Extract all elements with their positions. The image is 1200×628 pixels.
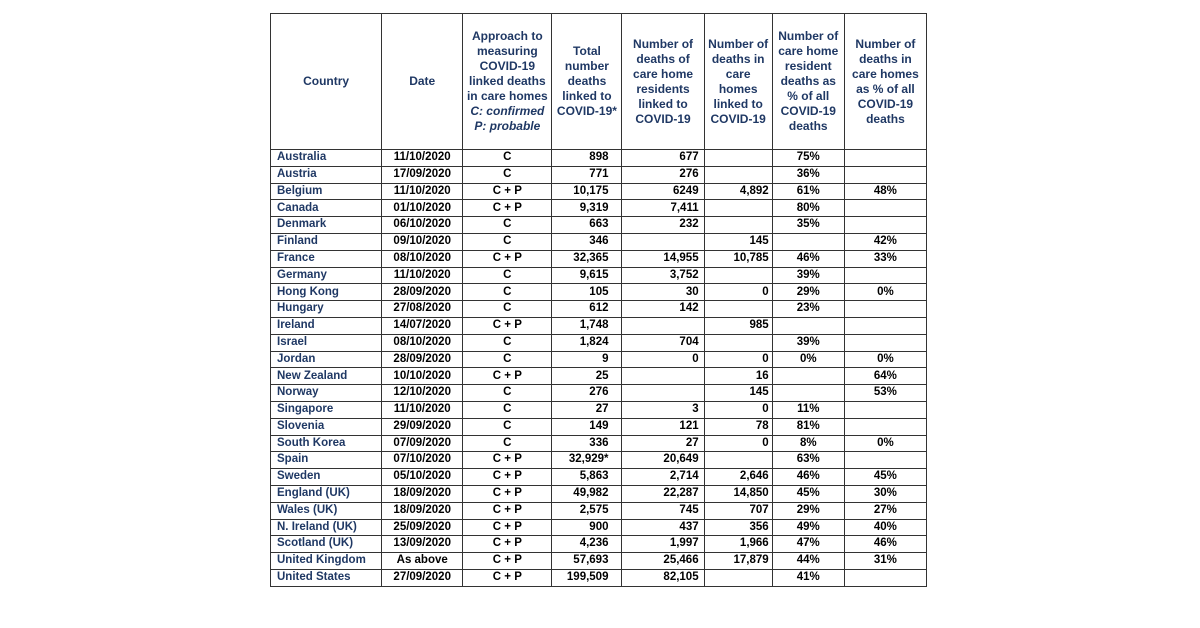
- cell-approach: C + P: [463, 519, 552, 536]
- table-row: [271, 166, 927, 183]
- cell-resident-deaths: 1,997: [622, 536, 704, 553]
- cell-care-home-deaths: [704, 200, 772, 217]
- cell-country: Canada: [271, 200, 382, 217]
- cell-date: 05/10/2020: [382, 469, 463, 486]
- cell-date: 01/10/2020: [382, 200, 463, 217]
- cell-total-deaths: 149: [552, 418, 622, 435]
- cell-approach: C: [463, 301, 552, 318]
- cell-resident-deaths: 6249: [622, 183, 704, 200]
- table-row: [271, 150, 927, 167]
- cell-country: England (UK): [271, 485, 382, 502]
- cell-country: Germany: [271, 267, 382, 284]
- cell-approach: C + P: [463, 536, 552, 553]
- table-row: [271, 485, 927, 502]
- cell-date: 13/09/2020: [382, 536, 463, 553]
- cell-date: 09/10/2020: [382, 233, 463, 250]
- cell-date: 18/09/2020: [382, 485, 463, 502]
- cell-care-home-deaths: [704, 334, 772, 351]
- cell-care-home-deaths: 145: [704, 233, 772, 250]
- table-body: [271, 150, 927, 587]
- cell-approach: C: [463, 385, 552, 402]
- cell-approach: C: [463, 351, 552, 368]
- cell-total-deaths: 27: [552, 401, 622, 418]
- cell-resident-deaths: [622, 385, 704, 402]
- cell-care-home-pct: [844, 267, 926, 284]
- cell-resident-pct: 46%: [772, 469, 844, 486]
- cell-care-home-pct: 45%: [844, 469, 926, 486]
- cell-care-home-deaths: 4,892: [704, 183, 772, 200]
- cell-resident-deaths: 22,287: [622, 485, 704, 502]
- cell-care-home-pct: 0%: [844, 351, 926, 368]
- cell-country: N. Ireland (UK): [271, 519, 382, 536]
- cell-country: United Kingdom: [271, 553, 382, 570]
- table-row: [271, 250, 927, 267]
- cell-resident-deaths: 25,466: [622, 553, 704, 570]
- col-header-total-deaths: Total number deaths linked to COVID-19*: [552, 14, 622, 150]
- cell-care-home-deaths: [704, 452, 772, 469]
- cell-resident-deaths: [622, 233, 704, 250]
- cell-total-deaths: 346: [552, 233, 622, 250]
- cell-care-home-deaths: 0: [704, 284, 772, 301]
- cell-approach: C: [463, 334, 552, 351]
- col-header-approach: [463, 14, 552, 150]
- cell-date: 18/09/2020: [382, 502, 463, 519]
- cell-total-deaths: 1,824: [552, 334, 622, 351]
- cell-country: Wales (UK): [271, 502, 382, 519]
- cell-date: 11/10/2020: [382, 267, 463, 284]
- cell-date: 11/10/2020: [382, 183, 463, 200]
- cell-resident-pct: [772, 385, 844, 402]
- cell-resident-pct: 47%: [772, 536, 844, 553]
- table-row: [271, 469, 927, 486]
- cell-total-deaths: 336: [552, 435, 622, 452]
- cell-resident-pct: 61%: [772, 183, 844, 200]
- cell-resident-pct: 23%: [772, 301, 844, 318]
- cell-resident-pct: 41%: [772, 569, 844, 586]
- cell-care-home-pct: [844, 166, 926, 183]
- cell-resident-deaths: 704: [622, 334, 704, 351]
- col-header-approach-label: Approach to measuring COVID-19 linked deaths in care homes: [466, 29, 548, 103]
- cell-total-deaths: 25: [552, 368, 622, 385]
- cell-care-home-pct: 40%: [844, 519, 926, 536]
- cell-total-deaths: 199,509: [552, 569, 622, 586]
- table-row: [271, 385, 927, 402]
- cell-care-home-pct: [844, 569, 926, 586]
- cell-care-home-deaths: 10,785: [704, 250, 772, 267]
- cell-resident-pct: 8%: [772, 435, 844, 452]
- cell-resident-deaths: 7,411: [622, 200, 704, 217]
- table-row: [271, 452, 927, 469]
- cell-care-home-deaths: 1,966: [704, 536, 772, 553]
- table-row: [271, 233, 927, 250]
- table-row: [271, 217, 927, 234]
- cell-care-home-pct: 0%: [844, 435, 926, 452]
- table-row: [271, 351, 927, 368]
- cell-care-home-deaths: [704, 150, 772, 167]
- cell-approach: C + P: [463, 485, 552, 502]
- cell-country: Austria: [271, 166, 382, 183]
- cell-total-deaths: 771: [552, 166, 622, 183]
- cell-date: 27/09/2020: [382, 569, 463, 586]
- cell-care-home-deaths: [704, 166, 772, 183]
- cell-resident-deaths: 0: [622, 351, 704, 368]
- cell-country: Finland: [271, 233, 382, 250]
- cell-country: Hungary: [271, 301, 382, 318]
- cell-date: 07/09/2020: [382, 435, 463, 452]
- cell-total-deaths: 4,236: [552, 536, 622, 553]
- col-header-country: Country: [271, 14, 382, 150]
- cell-care-home-pct: 30%: [844, 485, 926, 502]
- cell-country: New Zealand: [271, 368, 382, 385]
- table-row: [271, 301, 927, 318]
- cell-total-deaths: 57,693: [552, 553, 622, 570]
- cell-date: As above: [382, 553, 463, 570]
- cell-country: United States: [271, 569, 382, 586]
- cell-resident-deaths: 14,955: [622, 250, 704, 267]
- cell-approach: C + P: [463, 368, 552, 385]
- col-header-care-home-deaths: Number of deaths in care homes linked to COVID-19: [704, 14, 772, 150]
- col-header-date: Date: [382, 14, 463, 150]
- cell-approach: C: [463, 217, 552, 234]
- cell-resident-pct: 35%: [772, 217, 844, 234]
- cell-date: 07/10/2020: [382, 452, 463, 469]
- cell-care-home-pct: [844, 150, 926, 167]
- table-row: [271, 536, 927, 553]
- cell-total-deaths: 49,982: [552, 485, 622, 502]
- cell-resident-deaths: 121: [622, 418, 704, 435]
- cell-resident-pct: 75%: [772, 150, 844, 167]
- cell-resident-pct: 29%: [772, 502, 844, 519]
- cell-care-home-pct: 64%: [844, 368, 926, 385]
- cell-resident-deaths: 27: [622, 435, 704, 452]
- cell-date: 10/10/2020: [382, 368, 463, 385]
- cell-approach: C: [463, 401, 552, 418]
- cell-date: 17/09/2020: [382, 166, 463, 183]
- cell-total-deaths: 9,319: [552, 200, 622, 217]
- cell-approach: C + P: [463, 469, 552, 486]
- cell-total-deaths: 900: [552, 519, 622, 536]
- cell-resident-pct: [772, 317, 844, 334]
- cell-resident-deaths: 3: [622, 401, 704, 418]
- table-row: [271, 502, 927, 519]
- cell-care-home-pct: [844, 401, 926, 418]
- cell-total-deaths: 10,175: [552, 183, 622, 200]
- cell-date: 08/10/2020: [382, 250, 463, 267]
- cell-care-home-pct: 48%: [844, 183, 926, 200]
- cell-approach: C: [463, 166, 552, 183]
- cell-approach: C + P: [463, 200, 552, 217]
- cell-approach: C: [463, 233, 552, 250]
- cell-resident-deaths: 142: [622, 301, 704, 318]
- cell-country: Slovenia: [271, 418, 382, 435]
- cell-resident-pct: 80%: [772, 200, 844, 217]
- cell-date: 29/09/2020: [382, 418, 463, 435]
- cell-care-home-pct: [844, 200, 926, 217]
- cell-country: Belgium: [271, 183, 382, 200]
- cell-care-home-deaths: 2,646: [704, 469, 772, 486]
- table-row: [271, 267, 927, 284]
- cell-care-home-deaths: 145: [704, 385, 772, 402]
- table-row: [271, 418, 927, 435]
- cell-date: 11/10/2020: [382, 401, 463, 418]
- cell-approach: C: [463, 435, 552, 452]
- cell-care-home-deaths: [704, 569, 772, 586]
- table-row: [271, 553, 927, 570]
- cell-care-home-deaths: 356: [704, 519, 772, 536]
- table-row: [271, 317, 927, 334]
- cell-resident-pct: [772, 368, 844, 385]
- cell-country: Ireland: [271, 317, 382, 334]
- cell-resident-pct: 39%: [772, 267, 844, 284]
- cell-care-home-pct: [844, 317, 926, 334]
- cell-care-home-pct: 53%: [844, 385, 926, 402]
- col-header-approach-note-confirmed: C: confirmed: [470, 104, 545, 118]
- cell-resident-deaths: 30: [622, 284, 704, 301]
- table-row: [271, 183, 927, 200]
- cell-care-home-pct: 27%: [844, 502, 926, 519]
- cell-approach: C + P: [463, 569, 552, 586]
- cell-approach: C + P: [463, 452, 552, 469]
- cell-care-home-deaths: [704, 301, 772, 318]
- cell-resident-pct: 63%: [772, 452, 844, 469]
- cell-resident-pct: [772, 233, 844, 250]
- table-row: [271, 569, 927, 586]
- cell-country: Hong Kong: [271, 284, 382, 301]
- cell-care-home-pct: [844, 217, 926, 234]
- cell-date: 14/07/2020: [382, 317, 463, 334]
- cell-resident-pct: 29%: [772, 284, 844, 301]
- cell-resident-deaths: 276: [622, 166, 704, 183]
- cell-resident-pct: 44%: [772, 553, 844, 570]
- cell-resident-pct: 0%: [772, 351, 844, 368]
- cell-care-home-pct: 31%: [844, 553, 926, 570]
- table-row: [271, 519, 927, 536]
- cell-total-deaths: 32,929*: [552, 452, 622, 469]
- cell-country: Spain: [271, 452, 382, 469]
- cell-date: 28/09/2020: [382, 351, 463, 368]
- cell-country: Norway: [271, 385, 382, 402]
- cell-total-deaths: 32,365: [552, 250, 622, 267]
- col-header-approach-note-probable: P: probable: [474, 119, 541, 133]
- cell-total-deaths: 9: [552, 351, 622, 368]
- cell-care-home-deaths: 0: [704, 351, 772, 368]
- cell-country: Scotland (UK): [271, 536, 382, 553]
- col-header-resident-deaths: Number of deaths of care home residents linked to COVID-19: [622, 14, 704, 150]
- table-row: [271, 334, 927, 351]
- cell-resident-deaths: [622, 317, 704, 334]
- cell-country: Jordan: [271, 351, 382, 368]
- cell-total-deaths: 5,863: [552, 469, 622, 486]
- cell-care-home-pct: 33%: [844, 250, 926, 267]
- cell-total-deaths: 898: [552, 150, 622, 167]
- table-header: [271, 14, 927, 150]
- cell-total-deaths: 663: [552, 217, 622, 234]
- table-row: [271, 435, 927, 452]
- cell-country: Denmark: [271, 217, 382, 234]
- cell-resident-pct: 49%: [772, 519, 844, 536]
- cell-resident-deaths: 437: [622, 519, 704, 536]
- cell-care-home-pct: [844, 334, 926, 351]
- cell-country: Australia: [271, 150, 382, 167]
- cell-country: South Korea: [271, 435, 382, 452]
- cell-total-deaths: 9,615: [552, 267, 622, 284]
- cell-total-deaths: 612: [552, 301, 622, 318]
- table-row: [271, 368, 927, 385]
- cell-resident-deaths: 20,649: [622, 452, 704, 469]
- cell-resident-deaths: 677: [622, 150, 704, 167]
- cell-resident-pct: 36%: [772, 166, 844, 183]
- cell-country: Singapore: [271, 401, 382, 418]
- table-row: [271, 200, 927, 217]
- cell-care-home-deaths: 14,850: [704, 485, 772, 502]
- cell-resident-pct: 46%: [772, 250, 844, 267]
- cell-care-home-deaths: 17,879: [704, 553, 772, 570]
- cell-approach: C + P: [463, 317, 552, 334]
- cell-care-home-deaths: 0: [704, 435, 772, 452]
- cell-care-home-deaths: 985: [704, 317, 772, 334]
- cell-care-home-pct: 46%: [844, 536, 926, 553]
- cell-country: France: [271, 250, 382, 267]
- table-row: [271, 401, 927, 418]
- cell-approach: C + P: [463, 250, 552, 267]
- cell-care-home-deaths: 78: [704, 418, 772, 435]
- col-header-resident-pct: Number of care home resident deaths as % of all COVID-19 deaths: [772, 14, 844, 150]
- cell-resident-deaths: 3,752: [622, 267, 704, 284]
- cell-resident-deaths: 745: [622, 502, 704, 519]
- table-row: [271, 284, 927, 301]
- cell-approach: C + P: [463, 183, 552, 200]
- cell-country: Sweden: [271, 469, 382, 486]
- cell-care-home-pct: 42%: [844, 233, 926, 250]
- cell-care-home-pct: [844, 418, 926, 435]
- cell-total-deaths: 105: [552, 284, 622, 301]
- cell-total-deaths: 1,748: [552, 317, 622, 334]
- cell-resident-deaths: [622, 368, 704, 385]
- cell-care-home-deaths: 707: [704, 502, 772, 519]
- header-row: [271, 14, 927, 150]
- cell-resident-pct: 81%: [772, 418, 844, 435]
- cell-approach: C: [463, 150, 552, 167]
- cell-approach: C: [463, 267, 552, 284]
- cell-care-home-deaths: 0: [704, 401, 772, 418]
- cell-date: 27/08/2020: [382, 301, 463, 318]
- cell-resident-pct: 45%: [772, 485, 844, 502]
- cell-resident-pct: 39%: [772, 334, 844, 351]
- cell-care-home-deaths: [704, 217, 772, 234]
- cell-care-home-pct: [844, 301, 926, 318]
- cell-date: 12/10/2020: [382, 385, 463, 402]
- cell-care-home-pct: [844, 452, 926, 469]
- cell-total-deaths: 276: [552, 385, 622, 402]
- cell-care-home-deaths: 16: [704, 368, 772, 385]
- care-home-covid-deaths-table: [270, 13, 927, 587]
- cell-approach: C: [463, 284, 552, 301]
- cell-total-deaths: 2,575: [552, 502, 622, 519]
- cell-resident-pct: 11%: [772, 401, 844, 418]
- cell-date: 25/09/2020: [382, 519, 463, 536]
- cell-date: 28/09/2020: [382, 284, 463, 301]
- cell-care-home-pct: 0%: [844, 284, 926, 301]
- col-header-care-home-pct: Number of deaths in care homes as % of all COVID-19 deaths: [844, 14, 926, 150]
- cell-approach: C + P: [463, 553, 552, 570]
- cell-date: 06/10/2020: [382, 217, 463, 234]
- cell-approach: C: [463, 418, 552, 435]
- cell-date: 08/10/2020: [382, 334, 463, 351]
- cell-resident-deaths: 232: [622, 217, 704, 234]
- cell-resident-deaths: 2,714: [622, 469, 704, 486]
- cell-date: 11/10/2020: [382, 150, 463, 167]
- cell-care-home-deaths: [704, 267, 772, 284]
- cell-country: Israel: [271, 334, 382, 351]
- cell-resident-deaths: 82,105: [622, 569, 704, 586]
- cell-approach: C + P: [463, 502, 552, 519]
